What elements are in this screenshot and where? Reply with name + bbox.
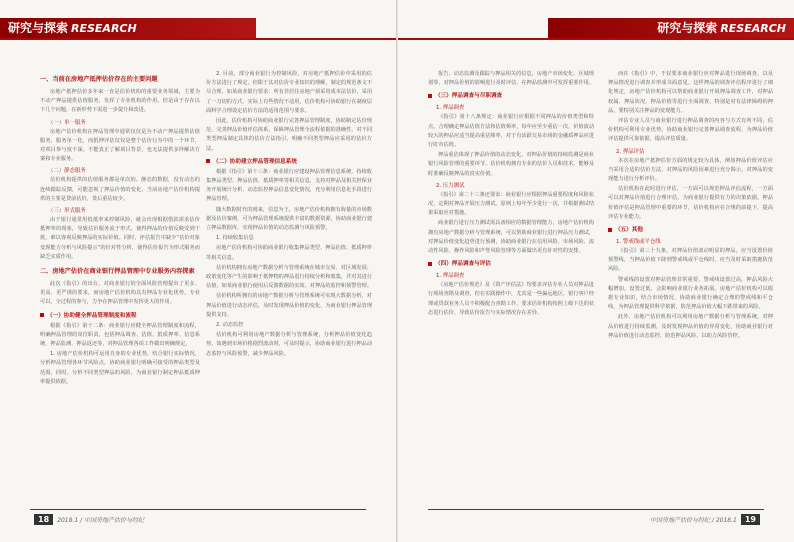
footer-rule xyxy=(30,509,366,510)
subsection-heading-text: （三）押品调查与尽职调查 xyxy=(435,93,503,100)
body-paragraph: 因此，估价机构可协助商业银行完善押品管理制度，协助制定估价规范，完善押品价值评估体系，保障押品管理全流程依据的准确性，对不同类型押品制定具体的估价方法指引，明确不同类型押品应采用的估价方法。 xyxy=(206,118,372,152)
heading-bullet-icon xyxy=(428,94,432,98)
body-paragraph: 押品重估体现了押品价值的动态变化，对押品价值的持续监测是商业银行风险管理的重要环节，估价机构拥有专业的估价人员和技术，能够及时准确反映押品的真实价值。 xyxy=(428,152,594,177)
body-paragraph: 由于银行通常用低抵率来控制风险，就会出现根据借款需求估价抵押率的现象，导致估价服务流于形式，使得押品的价值反映受到干扰，难以客观反映押品的实际价值。同时，评估报告中缺少“估价对象变现能力分析与风险提示”的针对性分析，使得估价报告为形式服务而缺乏实质作用。 xyxy=(40,217,200,260)
subsection-heading xyxy=(428,91,594,101)
banner-subtitle: RESEARCH xyxy=(71,22,137,35)
banner-rule xyxy=(398,38,794,40)
subsection-heading xyxy=(428,259,594,269)
body-paragraph: 《指引》第三十九条，对押品价值波动明显的押品，应当设置价值预警线，当押品价值下降到警戒线或平仓线时，应当及时采取措施防范风险。 xyxy=(608,248,773,273)
body-paragraph: 估价机构拥有房地产数据分析与管理系统在城市交易、对区域发展、政策变化等产生的影响于抵押物的押品进行持续分析和收集，并对其进行估值，如某商业银行使用后反馈数据的实效，对押品的监控和预警管理。 xyxy=(206,264,372,290)
footer-rule xyxy=(428,509,764,510)
body-paragraph: 本次在房地产抵押估价方面的规定较为具体，例如押品价值评估应当采用合适的估价方法，对押品的风险因素进行充分揭示，对押品的变现能力进行分析评价。 xyxy=(608,157,773,183)
banner-subtitle: RESEARCH xyxy=(720,22,786,35)
body-paragraph: 2. 目前，部分商业银行为控制风险，对房地产抵押估价中采用的估价方法进行了规定，但限于其对估价专业知识的理解，制定的规范条文不尽合理。如某商业银行要求：所有非居住房地产须采用成本法估价，采用了一刀切的方式，实际上有些情况不适用，估价机构可协助银行在制度层面科学合理设定估价方法的适用范围与要求。 xyxy=(206,71,372,114)
section-banner xyxy=(548,18,794,38)
section-banner xyxy=(0,18,256,38)
banner-title: 研究与探索 xyxy=(657,21,718,35)
minor-heading: 1. 警戒线或平仓线 xyxy=(616,239,661,246)
body-paragraph: 估价机构可利用房地产数据分析与管理系统，分析押品价值变化趋势，如遇到市场价格剧烈波动时，可及时提示，协助商业银行进行押品动态监控与风险预警，减少押品风险。 xyxy=(206,332,372,357)
body-paragraph: 根据《指引》第十三条：商业银行应建设押品管理信息系统，持续收集押品类型、押品估值、抵质押率等相关信息，支持对押品及相关担保业务开展统计分析、动态监控押品信息变化情况，充分利用信息化手段进行押品管理。 xyxy=(206,168,372,203)
section-heading: 一、当前在房地产抵押估价存在的主要问题 xyxy=(40,76,158,83)
subsection-heading-text: （五）其他 xyxy=(615,227,643,234)
body-paragraph: 商业银行进行压力测试需具备相应的数据管理能力，房地产估价机构拥有房地产数据分析与管理系统，可以帮助商业银行进行押品压力测试，对押品价值变化趋势进行预测，协助商业银行在信用风险、市场风险、流动性风险、操作风险和声誉风险管理等方面做出更有针对性的安排。 xyxy=(428,220,594,255)
page-footer xyxy=(650,514,764,525)
left-column-2 xyxy=(206,70,372,494)
magazine-issue: 2018.1 / 中国房地产估价与经纪 xyxy=(57,517,144,524)
subsection-heading-text: （二）协助建立押品管理信息系统 xyxy=(213,158,297,165)
minor-heading: （一）单一服务 xyxy=(48,119,86,126)
heading-bullet-icon xyxy=(206,159,210,163)
body-paragraph: 此次《指引》的出台，对商业银行的全面风险管理提出了更多、更高、更严谨的要求，而房地产估价机构具有押品专业化优势，专业可以，全过程的参与，力争在押品管理中发挥更大的作用。 xyxy=(40,281,200,306)
body-paragraph: 1. 房地产估价机构可运用自身的专业优势，结合银行实际情况，分析押品管理各环节风险点，协助商业银行明确可接受的押品类型及范围，同时，分析不同类型押品的风险，为商业银行制定押品抵质押率提供依据。 xyxy=(40,351,200,385)
body-paragraph: 1. 持续收集信息 xyxy=(216,235,254,242)
magazine-issue: 中国房地产估价与经纪 / 2018.1 xyxy=(650,517,737,524)
minor-heading: （二）静态服务 xyxy=(48,168,86,175)
minor-heading: 1. 押品调查 xyxy=(436,105,465,112)
minor-heading: 2. 压力测试 xyxy=(436,182,465,189)
body-paragraph: 估价机构提供的估值服务都是单次的、静态的数据，没有动态的连续跟踪反馈，可能忽视了押品价值的变化，当前房地产估价机构提供的主要是贷前估价，贷后重估较少。 xyxy=(40,177,200,202)
body-paragraph: 评估专业人员与商业银行进行押品调查的内容与方式有所不同，估价机构可利用专业优势，协助商业银行完善押品调查流程，为押品价值评估提供可靠依据，提高评估质量。 xyxy=(608,118,773,143)
body-paragraph: 随大数据时代的到来，信息为王，房地产估价机构拥有海量的市场数据及估价案例，可为押品管理系统提供丰富的数据资源，协助商业银行建立押品数据库，实现押品价值的动态监测与风险预警。 xyxy=(206,206,372,232)
body-paragraph: 根据《指引》第十二条：商业银行应健全押品管理制度和流程，明确押品管理的岗位职责，包括押品调查、估值、抵质押率、信息系统、押品监测、押品返还等，对押品管理各项工作做出明确规定。 xyxy=(40,322,200,348)
body-paragraph: 房地产抵押估价多年来一直是估价机构的重要业务领域，主要为不动产押品提供估值服务，发挥了专业机构的作用，但是由于存在以下几个问题，在新形势下需进一步提升和改进。 xyxy=(40,89,200,114)
body-paragraph: 报告、动态监测及跟踪与押品相关的信息，房地产市场变化、区域规划等，对押品价值的影响进行及时评估，在押品监测中可发挥重要作用。 xyxy=(428,71,594,87)
heading-bullet-icon xyxy=(608,228,612,232)
body-paragraph: 警戒线的设置对押品管理非常重要，警戒线设置过高，押品风险大幅增加，设置过低，会影响商业银行业务拓展。房地产估价机构可以根据专业知识，结合市场情况，协助商业银行确定合理的警戒线和平仓线，为押品管理提供科学依据，防范押品价值大幅下跌带来的风险。 xyxy=(608,276,773,311)
body-paragraph: 《指引》第十八条规定：商业银行应根据不同押品的价值类型和特点，合理确定押品估值方法和估值频率，每年应至少重估一次，价值波动较大的押品应适当提高重估频率，对于有活跃交易市场的金融质押品应进行盯市估值。 xyxy=(428,114,594,149)
minor-heading: （三）形式服务 xyxy=(48,208,86,215)
heading-bullet-icon xyxy=(40,313,44,317)
body-paragraph: 2. 动态监控 xyxy=(216,322,244,329)
body-paragraph: 估价机构所拥有的房地产数据分析与管理系统可实现大数据分析，对押品价值进行动态评估，及时发现押品价值的变化，为商业银行押品管理提供支持。 xyxy=(206,293,372,318)
page-footer xyxy=(30,514,144,525)
right-page xyxy=(398,0,794,542)
subsection-heading-text: （一）协助健全押品管理制度和流程 xyxy=(47,312,137,319)
subsection-heading xyxy=(40,311,200,321)
minor-heading: 1. 押品调查 xyxy=(436,273,465,280)
body-paragraph: 房地产估价机构可协助商业银行收集押品类型、押品估值、抵质押率等相关信息。 xyxy=(206,245,372,261)
left-column-1 xyxy=(40,70,200,494)
subsection-heading xyxy=(608,225,773,235)
page-number: 19 xyxy=(741,514,760,525)
body-paragraph: 估价机构在此时进行评估，一方面可以规范押品评估流程，一方面可以对押品价值进行合理评估，为商业银行提供有力的决策依据。押品价值评估是押品管理中重要的环节，估价机构应在合规的前提下，提高评估专业能力。 xyxy=(608,186,773,220)
left-page xyxy=(0,0,396,542)
banner-rule xyxy=(0,38,396,40)
page-number: 18 xyxy=(34,514,53,525)
section-heading: 二、房地产估价在商业银行押品管理中专业服务内容探索 xyxy=(40,268,195,276)
banner-title: 研究与探索 xyxy=(8,21,69,35)
body-paragraph: 此外，房地产估价机构可以利用房地产数据分析与管理系统，对押品价值进行持续监测，及时发现押品价值的异常变化，协助商业银行对押品价值进行动态监控，防范押品风险，以助力风险管控。 xyxy=(608,314,773,339)
body-paragraph: 《指引》第二十三条还要求：商业银行应根据押品重要程度和风险状况，定期对押品开展压力测试。原则上每年至少进行一次，并根据测试结果采取应对措施。 xyxy=(428,191,594,217)
body-paragraph: 房地产估价机构在押品管理中通常仅仅是为不动产押品提供估值服务，服务单一化，而抵押评估仅仅是整个估价行为中的一个环节，对项目参与度不深，不能真正了解项目背景，也无法提供多样解决方案和专业服务。 xyxy=(40,128,200,163)
heading-bullet-icon xyxy=(428,262,432,266)
right-column-1 xyxy=(428,70,594,494)
right-column-2 xyxy=(608,70,773,494)
minor-heading: 2. 押品评估 xyxy=(616,148,645,155)
body-paragraph: 《房地产估价规范》及《资产评估法》均要求评估专业人员对押品进行现场查勘及调查，但在实践操作中，尤其是一些偏远地区，银行客户经理或贷款业务人员不积极配合查勘工作，要求估价机构按照上级下达的状态进行估价，导致估价报告与实际情况存在差异。 xyxy=(428,282,594,316)
subsection-heading xyxy=(206,157,372,167)
subsection-heading-text: （四）押品调查与评估 xyxy=(435,261,491,268)
body-paragraph: 而在《指引》中，不仅要求商业银行应对押品进行现场调查，以及押品情况进行调查并形成书面意见。这样押品的调查评估程序进行了细化规定，房地产估价机构可以帮助商业银行开展押品调查工作，对押品权属、押品状况、押品价值等进行全面调查，特别是对有法律障碍的押品，要特别关注押品的变现能力。 xyxy=(608,71,773,114)
